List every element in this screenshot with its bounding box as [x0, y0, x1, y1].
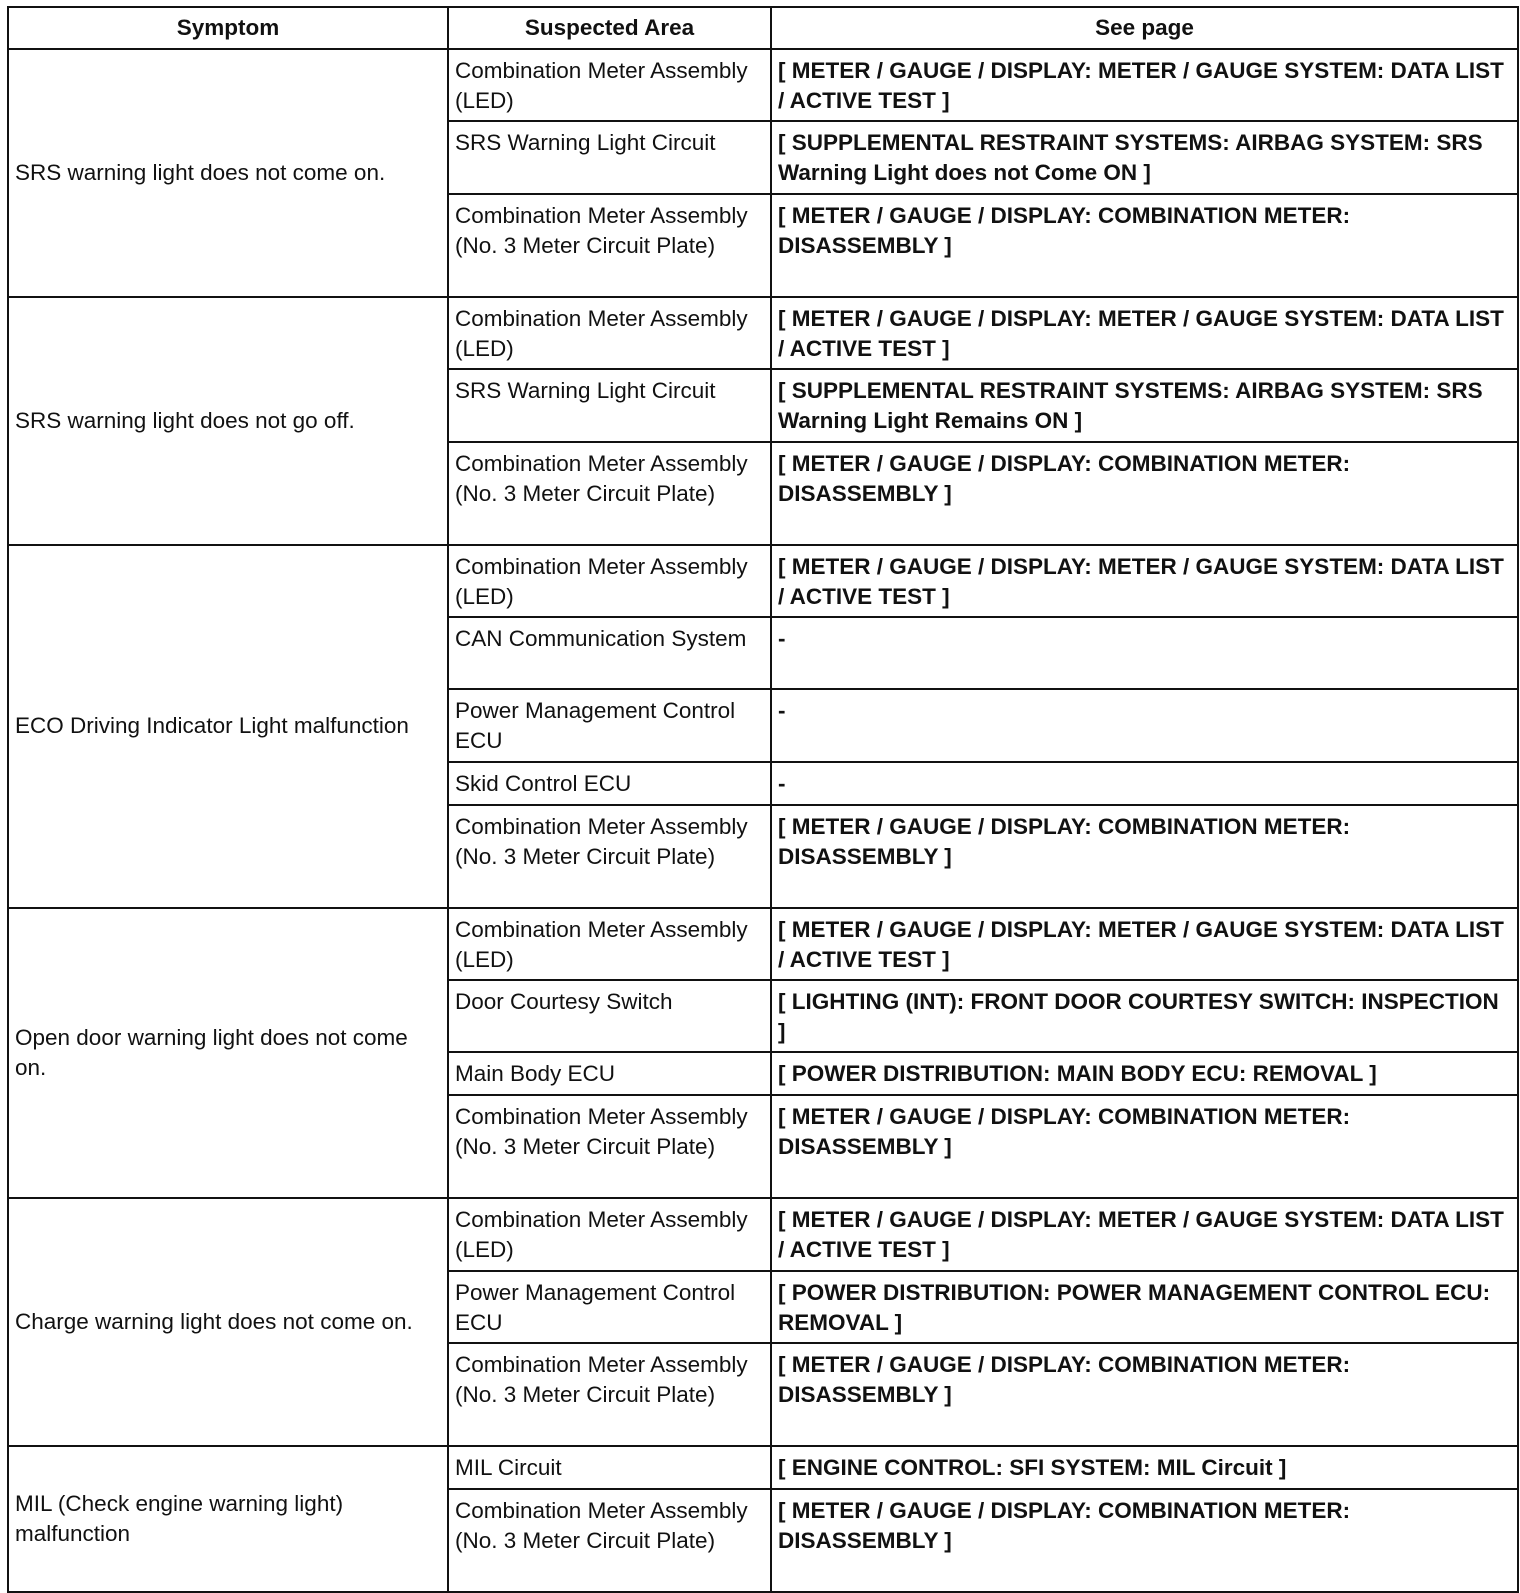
symptom-cell: Charge warning light does not come on. [8, 1198, 448, 1446]
suspected-area-cell: Combination Meter Assembly (LED) [448, 49, 771, 121]
see-page-cell: [ METER / GAUGE / DISPLAY: COMBINATION METER: DISASSEMBLY ] [771, 805, 1518, 908]
suspected-area-cell: Power Management Control ECU [448, 689, 771, 761]
table-row [8, 1198, 1518, 1270]
suspected-area-cell: Power Management Control ECU [448, 1271, 771, 1343]
header-see-page: See page [771, 7, 1518, 49]
symptom-cell: SRS warning light does not come on. [8, 49, 448, 297]
suspected-area-cell: SRS Warning Light Circuit [448, 121, 771, 193]
suspected-area-cell: Main Body ECU [448, 1052, 771, 1095]
symptom-cell: MIL (Check engine warning light) malfunction [8, 1446, 448, 1592]
see-page-cell: [ METER / GAUGE / DISPLAY: COMBINATION METER: DISASSEMBLY ] [771, 1489, 1518, 1592]
see-page-cell: [ METER / GAUGE / DISPLAY: METER / GAUGE SYSTEM: DATA LIST / ACTIVE TEST ] [771, 908, 1518, 980]
suspected-area-cell: Combination Meter Assembly (No. 3 Meter Circuit Plate) [448, 1095, 771, 1198]
see-page-cell: - [771, 617, 1518, 689]
suspected-area-cell: Combination Meter Assembly (No. 3 Meter Circuit Plate) [448, 194, 771, 297]
symptom-cell: ECO Driving Indicator Light malfunction [8, 545, 448, 908]
table-row [8, 545, 1518, 617]
table-row [8, 1446, 1518, 1489]
see-page-cell: [ LIGHTING (INT): FRONT DOOR COURTESY SWITCH: INSPECTION ] [771, 980, 1518, 1052]
header-symptom: Symptom [8, 7, 448, 49]
see-page-cell: [ METER / GAUGE / DISPLAY: METER / GAUGE SYSTEM: DATA LIST / ACTIVE TEST ] [771, 49, 1518, 121]
see-page-cell: [ METER / GAUGE / DISPLAY: COMBINATION METER: DISASSEMBLY ] [771, 442, 1518, 545]
suspected-area-cell: Combination Meter Assembly (No. 3 Meter Circuit Plate) [448, 1489, 771, 1592]
see-page-cell: - [771, 762, 1518, 805]
symptom-cell: SRS warning light does not go off. [8, 297, 448, 545]
see-page-cell: [ POWER DISTRIBUTION: MAIN BODY ECU: REMOVAL ] [771, 1052, 1518, 1095]
see-page-cell: [ POWER DISTRIBUTION: POWER MANAGEMENT CONTROL ECU: REMOVAL ] [771, 1271, 1518, 1343]
header-row [8, 7, 1518, 49]
suspected-area-cell: Combination Meter Assembly (LED) [448, 545, 771, 617]
suspected-area-cell: Combination Meter Assembly (No. 3 Meter Circuit Plate) [448, 805, 771, 908]
see-page-cell: [ METER / GAUGE / DISPLAY: METER / GAUGE SYSTEM: DATA LIST / ACTIVE TEST ] [771, 545, 1518, 617]
table-row [8, 49, 1518, 121]
see-page-cell: [ METER / GAUGE / DISPLAY: COMBINATION METER: DISASSEMBLY ] [771, 1343, 1518, 1446]
suspected-area-cell: Skid Control ECU [448, 762, 771, 805]
see-page-cell: [ METER / GAUGE / DISPLAY: COMBINATION METER: DISASSEMBLY ] [771, 194, 1518, 297]
suspected-area-cell: Combination Meter Assembly (No. 3 Meter Circuit Plate) [448, 1343, 771, 1446]
table-row [8, 297, 1518, 369]
header-suspected-area: Suspected Area [448, 7, 771, 49]
see-page-cell: [ METER / GAUGE / DISPLAY: METER / GAUGE SYSTEM: DATA LIST / ACTIVE TEST ] [771, 297, 1518, 369]
symptom-cell: Open door warning light does not come on. [8, 908, 448, 1199]
see-page-cell: [ METER / GAUGE / DISPLAY: METER / GAUGE SYSTEM: DATA LIST / ACTIVE TEST ] [771, 1198, 1518, 1270]
suspected-area-cell: Combination Meter Assembly (LED) [448, 908, 771, 980]
see-page-cell: [ SUPPLEMENTAL RESTRAINT SYSTEMS: AIRBAG SYSTEM: SRS Warning Light does not Come ON ] [771, 121, 1518, 193]
see-page-cell: - [771, 689, 1518, 761]
symptom-table [7, 6, 1519, 1593]
suspected-area-cell: MIL Circuit [448, 1446, 771, 1489]
suspected-area-cell: Combination Meter Assembly (LED) [448, 297, 771, 369]
see-page-cell: [ METER / GAUGE / DISPLAY: COMBINATION METER: DISASSEMBLY ] [771, 1095, 1518, 1198]
suspected-area-cell: Door Courtesy Switch [448, 980, 771, 1052]
suspected-area-cell: SRS Warning Light Circuit [448, 369, 771, 441]
see-page-cell: [ SUPPLEMENTAL RESTRAINT SYSTEMS: AIRBAG SYSTEM: SRS Warning Light Remains ON ] [771, 369, 1518, 441]
suspected-area-cell: Combination Meter Assembly (No. 3 Meter Circuit Plate) [448, 442, 771, 545]
see-page-cell: [ ENGINE CONTROL: SFI SYSTEM: MIL Circuit ] [771, 1446, 1518, 1489]
table-row [8, 908, 1518, 980]
suspected-area-cell: CAN Communication System [448, 617, 771, 689]
suspected-area-cell: Combination Meter Assembly (LED) [448, 1198, 771, 1270]
